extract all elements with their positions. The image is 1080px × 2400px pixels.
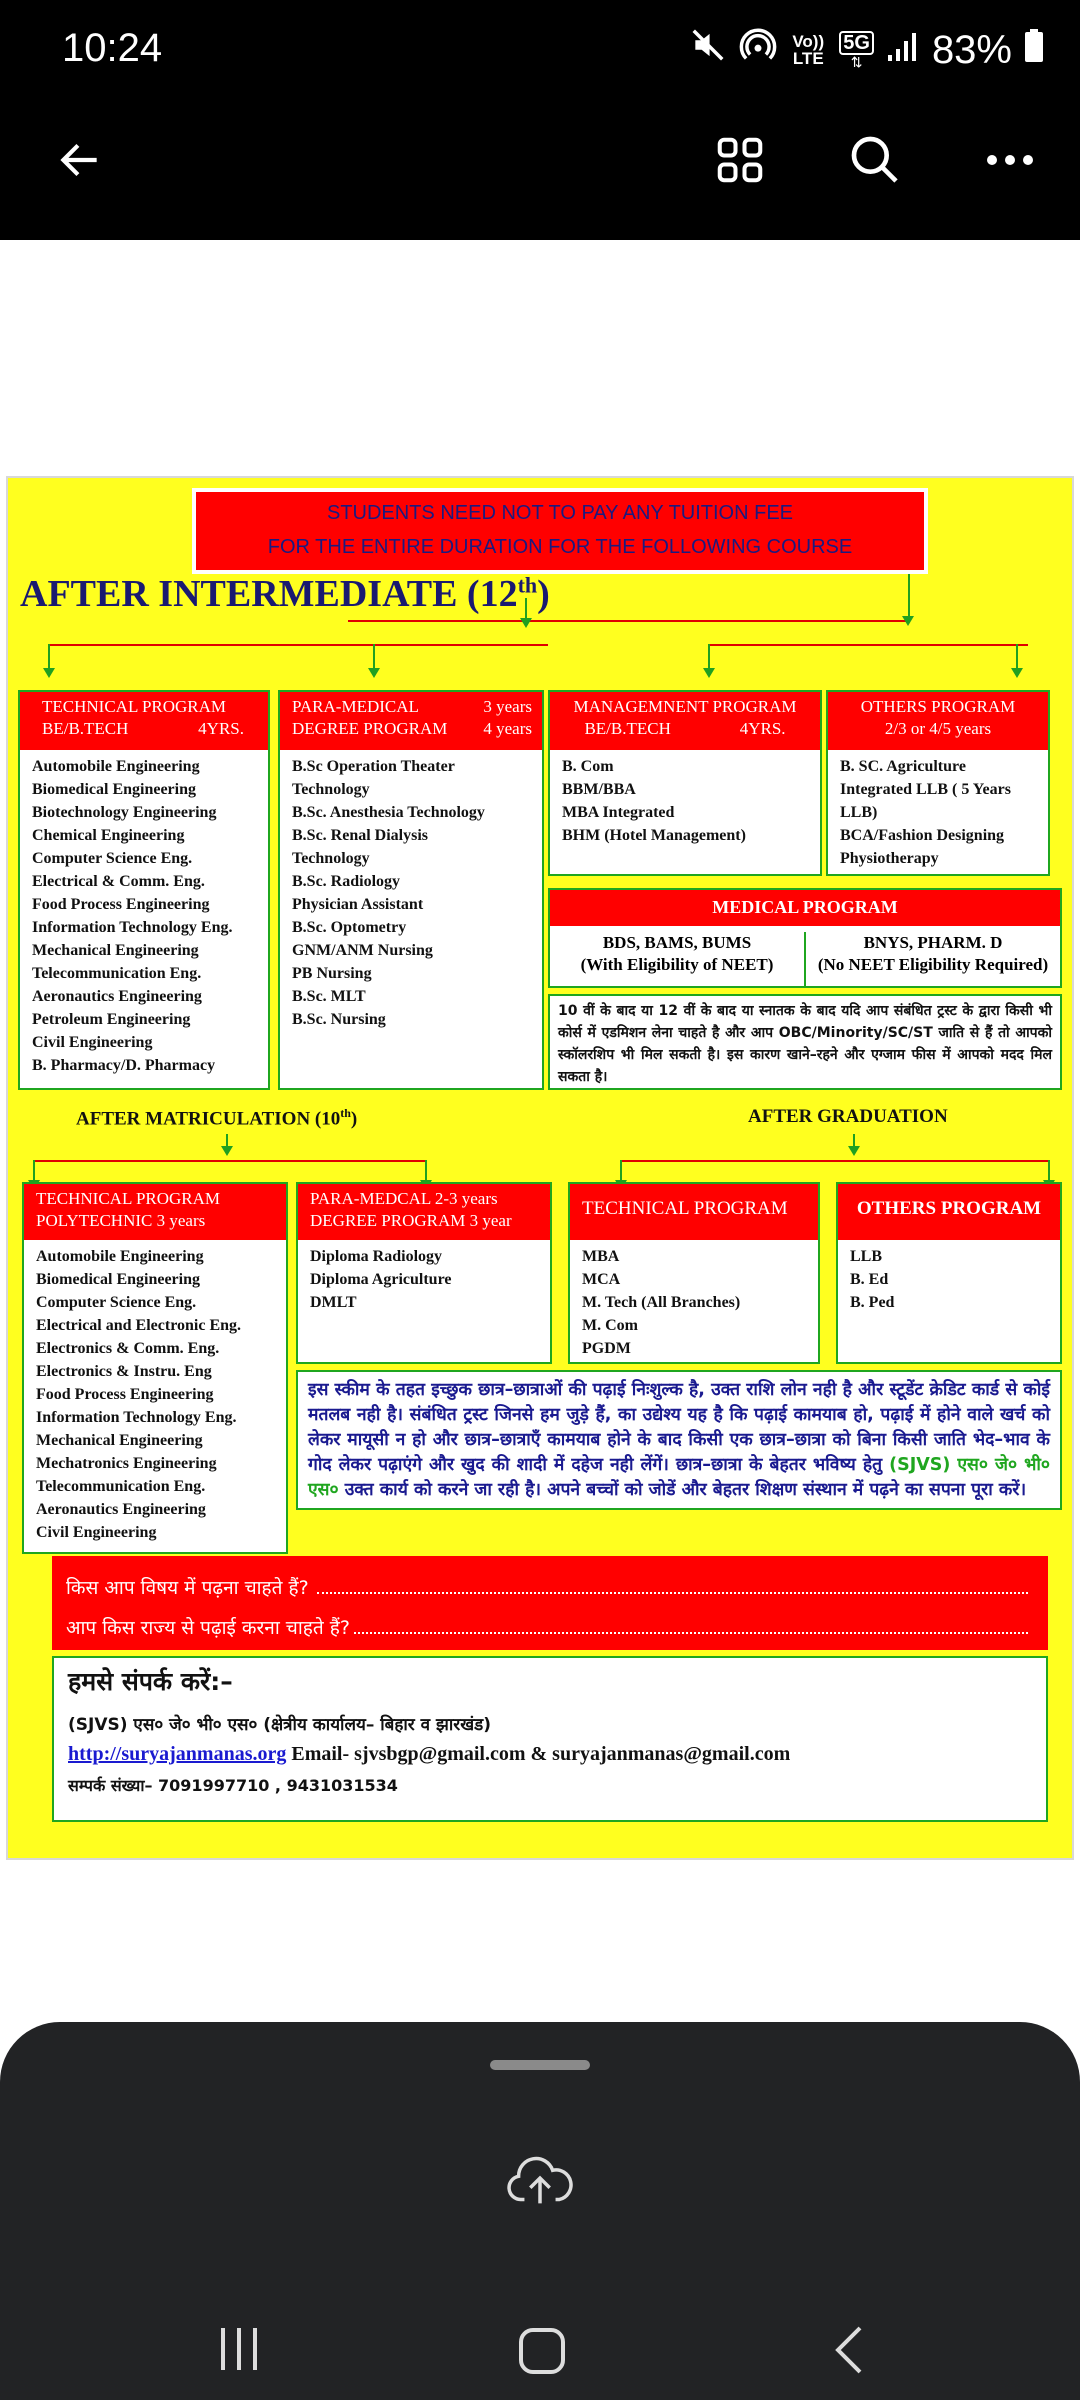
grad-others-card [836, 1182, 1062, 1364]
grad-technical-header: TECHNICAL PROGRAM [570, 1184, 818, 1240]
list-item: Civil Engineering [36, 1524, 157, 1541]
list-item: M. Tech (All Branches) [582, 1294, 741, 1311]
bottom-sheet [0, 2022, 1080, 2400]
list-item: Electrical and Electronic Eng. [36, 1317, 242, 1334]
list-item: Petroleum Engineering [32, 1011, 191, 1028]
list-item: Biomedical Engineering [32, 781, 196, 798]
search-icon[interactable] [835, 110, 915, 210]
list-item: B. SC. Agriculture [840, 758, 966, 775]
after-graduation-heading: AFTER GRADUATION [748, 1106, 948, 1127]
list-item: Computer Science Eng. [32, 850, 193, 867]
list-item: MBA [582, 1248, 620, 1265]
banner-line-2: FOR THE ENTIRE DURATION FOR THE FOLLOWING COURSE [267, 536, 853, 558]
question-subject: किस आप विषय में पढ़ना चाहते हैं? [66, 1577, 309, 1599]
contact-card [52, 1656, 1048, 1822]
cloud-upload-icon[interactable] [505, 2152, 575, 2213]
paramedical-card [278, 690, 544, 1090]
medical-right-1: BNYS, PHARM. D [863, 933, 1003, 952]
list-item: DMLT [310, 1294, 357, 1311]
drag-handle[interactable] [490, 2060, 590, 2070]
list-item: B.Sc. Renal Dialysis [292, 827, 429, 844]
poly-header-2: POLYTECHNIC 3 years [36, 1211, 206, 1230]
list-item: Biotechnology Engineering [32, 804, 217, 821]
polytechnic-list [24, 1240, 286, 1552]
list-item: GNM/ANM Nursing [292, 942, 433, 959]
paramedical-header-2b: 4 years [483, 719, 532, 738]
management-header-1: MANAGEMNENT PROGRAM [573, 697, 797, 716]
recents-icon[interactable] [215, 2326, 265, 2379]
medical-right-2: (No NEET Eligibility Required) [817, 955, 1049, 974]
paramedical-header-1: PARA-MEDICAL [292, 697, 419, 716]
list-item: B. Pharmacy/D. Pharmacy [32, 1057, 216, 1074]
list-item: Information Technology Eng. [32, 919, 233, 936]
list-item: BCA/Fashion Designing [840, 827, 1005, 844]
medical-left-2: (With Eligibility of NEET) [580, 955, 774, 974]
battery-percent: 83% [931, 27, 1012, 72]
list-item: Electronics & Instru. Eng [36, 1363, 212, 1380]
list-item: LLB [850, 1248, 883, 1265]
list-item: B.Sc. Anesthesia Technology [292, 804, 485, 821]
technical-header-2: BE/B.TECH [42, 719, 129, 738]
grad-others-list [838, 1240, 1060, 1362]
list-item: Physician Assistant [292, 896, 424, 913]
contact-phone: सम्पर्क संख्या– 7091997710 , 9431031534 [68, 1776, 398, 1795]
questions-box [52, 1556, 1048, 1650]
list-item: B. Ped [850, 1294, 895, 1311]
list-item: PB Nursing [292, 965, 372, 982]
battery-icon [1024, 28, 1044, 73]
list-item: Mechatronics Engineering [36, 1455, 217, 1472]
list-item: Automobile Engineering [36, 1248, 204, 1265]
arrow-left-icon[interactable] [40, 110, 120, 210]
management-list [550, 750, 820, 874]
list-item: LLB) [840, 804, 878, 821]
website-link[interactable]: http://suryajanmanas.org [68, 1743, 287, 1765]
list-item: B.Sc Operation Theater [292, 758, 455, 775]
network-5g-icon: 5G ⇅ [839, 31, 874, 69]
answer-line-subject [317, 1592, 1028, 1594]
management-header-3: 4YRS. [739, 719, 786, 738]
list-item: Food Process Engineering [32, 896, 210, 913]
management-card [548, 690, 822, 876]
hotspot-icon [739, 26, 777, 74]
grid-icon[interactable] [700, 110, 780, 210]
list-item: Mechanical Engineering [32, 942, 199, 959]
paramedical-list [280, 750, 542, 1088]
answer-line-state [354, 1632, 1028, 1634]
list-item: BHM (Hotel Management) [562, 827, 746, 844]
list-item: Integrated LLB ( 5 Years [840, 781, 1011, 798]
technical-header-3: 4YRS. [198, 719, 244, 738]
back-icon[interactable] [830, 2324, 866, 2381]
contact-title: हमसे संपर्क करें:– [68, 1667, 233, 1696]
others-header-2: 2/3 or 4/5 years [884, 719, 992, 738]
polytechnic-card [22, 1182, 288, 1554]
tuition-banner [192, 488, 928, 574]
list-item: B. Ed [850, 1271, 889, 1288]
technical-header-1: TECHNICAL PROGRAM [42, 697, 227, 716]
scholarship-note: 10 वीं के बाद या 12 वीं के बाद या स्नातक के बाद यदि आप संबंधित ट्रस्ट के द्वारा किसी भी कोर्स में एडमिशन लेना चाहते है और आप OBC/Minority/SC/ST जाति से हैं तो आपको स्कॉलरशिप भी मिल सकती है। इस कारण खाने–रहने और एग्जाम फीस में आपको मदद मिल सकता है। [548, 994, 1062, 1090]
list-item: Diploma Agriculture [310, 1271, 452, 1288]
list-item: MBA Integrated [562, 804, 675, 821]
banner-line-1: STUDENTS NEED NOT TO PAY ANY TUITION FEE [326, 502, 794, 524]
list-item: MCA [582, 1271, 621, 1288]
after-matriculation-heading: AFTER MATRICULATION (10th) [76, 1106, 358, 1130]
list-item: Civil Engineering [32, 1034, 153, 1051]
paramedical2-header-2: DEGREE PROGRAM 3 year [310, 1211, 512, 1230]
list-item: B.Sc. Radiology [292, 873, 401, 890]
technical-program-card [18, 690, 270, 1090]
medical-program-card [548, 888, 1062, 988]
app-toolbar [0, 110, 1080, 240]
list-item: Food Process Engineering [36, 1386, 214, 1403]
list-item: Diploma Radiology [310, 1248, 443, 1265]
list-item: Telecommunication Eng. [32, 965, 202, 982]
list-item: Aeronautics Engineering [36, 1501, 206, 1518]
question-state: आप किस राज्य से पढ़ाई करना चाहते हैं? [66, 1617, 350, 1639]
list-item: Physiotherapy [840, 850, 939, 867]
volte-icon: Vo)) LTE [792, 32, 825, 68]
others-list [828, 750, 1048, 874]
list-item: Technology [292, 781, 370, 798]
management-header-2: BE/B.TECH [584, 719, 671, 738]
signal-icon [886, 28, 920, 73]
grad-technical-list [570, 1240, 818, 1362]
list-item: B.Sc. Optometry [292, 919, 407, 936]
list-item: B.Sc. Nursing [292, 1011, 386, 1028]
list-item: PGDM [582, 1340, 631, 1357]
paramedical-diploma-card [296, 1182, 552, 1364]
scheme-note: इस स्कीम के तहत इच्छुक छात्र–छात्राओं की पढ़ाई निःशुल्क है, उक्त राशि लोन नही है और स्टूडेंट क्रेडिट कार्ड से कोई मतलब नही है। संबंधित ट्रस्ट जिनसे हम जुड़े हैं, का उद्येश्य यह है कि पढ़ाई कामयाब हो, पढ़ाई में होने वाले खर्च को लेकर मायूसी न हो और छात्र–छात्राएँ कामयाब होने के बाद किसी एक छात्र–छात्रा को बिना किसी जाति भेद–भाव के गोद लेकर पढ़ाएंगे और खुद की शादी में दहेज नही लेंगें। छात्र–छात्रा के बेहतर भविष्य हेतु (SJVS) एस० जे० भी० एस० उक्त कार्य को करने जा रही है। अपने बच्चों को जोडें और बेहतर शिक्षण संस्थान में पढ़ने का सपना पूरा करें। [296, 1370, 1062, 1510]
technical-list [20, 750, 268, 1088]
contact-email: Email- sjvsbgp@gmail.com & suryajanmanas@gmail.com [291, 1743, 791, 1765]
paramedical-header-1b: 3 years [483, 697, 532, 716]
grad-technical-card [568, 1182, 820, 1364]
list-item: Chemical Engineering [32, 827, 185, 844]
list-item: BBM/BBA [562, 781, 636, 798]
after-intermediate-heading: AFTER INTERMEDIATE (12th) [20, 572, 550, 615]
status-bar [0, 0, 1080, 110]
medical-header: MEDICAL PROGRAM [550, 890, 1060, 926]
medical-left-1: BDS, BAMS, BUMS [602, 933, 752, 952]
grad-others-header: OTHERS PROGRAM [838, 1184, 1060, 1240]
list-item: Electronics & Comm. Eng. [36, 1340, 220, 1357]
poster-image [6, 476, 1074, 1860]
paramedical-header-2: DEGREE PROGRAM [292, 719, 448, 738]
poly-header-1: TECHNICAL PROGRAM [36, 1189, 221, 1208]
list-item: B. Com [562, 758, 614, 775]
others-header-1: OTHERS PROGRAM [860, 697, 1016, 716]
more-icon[interactable] [970, 110, 1050, 210]
list-item: B.Sc. MLT [292, 988, 366, 1005]
list-item: Electrical & Comm. Eng. [32, 873, 205, 890]
contact-org: (SJVS) एस० जे० भी० एस० (क्षेत्रीय कार्यालय– बिहार व झारखंड) [68, 1715, 492, 1735]
status-time: 10:24 [62, 26, 163, 70]
list-item: Mechanical Engineering [36, 1432, 203, 1449]
network-label: 5G [839, 31, 874, 55]
list-item: Technology [292, 850, 370, 867]
mute-icon [689, 26, 727, 74]
list-item: Information Technology Eng. [36, 1409, 237, 1426]
paramedical2-header-1: PARA-MEDCAL 2-3 years [310, 1189, 498, 1208]
list-item: M. Com [582, 1317, 638, 1334]
home-icon[interactable] [517, 2326, 567, 2381]
list-item: Telecommunication Eng. [36, 1478, 206, 1495]
list-item: Aeronautics Engineering [32, 988, 202, 1005]
list-item: Biomedical Engineering [36, 1271, 200, 1288]
list-item: Automobile Engineering [32, 758, 200, 775]
paramedical2-list [298, 1240, 550, 1362]
list-item: Computer Science Eng. [36, 1294, 197, 1311]
others-card [826, 690, 1050, 876]
